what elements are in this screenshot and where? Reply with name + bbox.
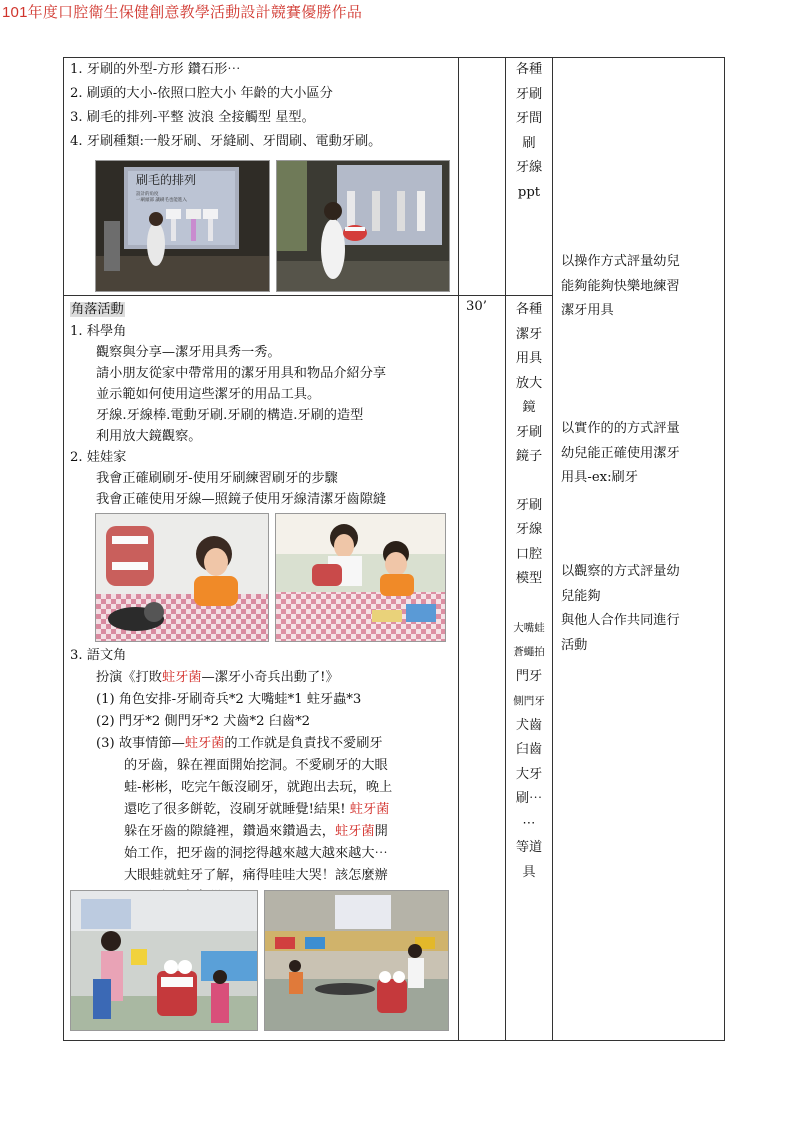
evaluation-line: 兒能夠 (561, 588, 601, 604)
resource-item: 等道 (515, 840, 543, 856)
story-line (124, 822, 388, 843)
story-text: 的工作就是負責找不愛刷牙 (224, 736, 383, 752)
photo-teacher-children-mirror (275, 513, 446, 642)
resource-item: 牙線 (515, 522, 543, 538)
svg-text:設計的角度: 設計的角度 (136, 192, 159, 197)
section-heading-science: 1. 科學角 (70, 324, 127, 340)
resource-item: 刷 (522, 135, 536, 151)
photo-image (71, 891, 257, 1030)
resource-item: 具 (522, 864, 536, 880)
resource-item: 模型 (515, 571, 543, 587)
photo-image (265, 891, 448, 1030)
highlight-red: 蛀牙菌 (349, 802, 390, 818)
text-line: 並示範如何使用這些潔牙的用品工具。 (96, 387, 321, 403)
story-text: 開 (374, 824, 388, 840)
resource-item: 蒼蠅拍 (513, 646, 545, 659)
content-cell-corner-activities (64, 296, 459, 1041)
text-line: 我會正確使用牙線—照鏡子使用牙線清潔牙齒隙縫 (96, 492, 387, 508)
resource-item: 牙間 (515, 111, 543, 126)
text-line: (1) 角色安排-牙刷奇兵*2 大嘴蛙*1 蛀牙蟲*3 (96, 692, 362, 708)
evaluation-line: 以實作的的方式評量 (561, 421, 680, 436)
text-line: 觀察與分享—潔牙用具秀一秀。 (96, 345, 281, 361)
resource-item: 口腔 (515, 546, 543, 562)
story-line: 蛙-彬彬，吃完午飯沒刷牙，就跑出去玩，晚上 (124, 780, 393, 796)
section-heading-language: 3. 語文角 (70, 648, 127, 664)
evaluation-line: 活動 (561, 637, 588, 653)
evaluation-line: 以觀察的方式評量幼 (561, 564, 680, 579)
evaluation-line: 與他人合作共同進行 (561, 613, 680, 628)
spacer (506, 592, 552, 616)
resource-item: 牙刷 (515, 86, 543, 102)
evaluation-line: 以操作方式評量幼兒 (561, 254, 680, 269)
photo-teacher-ppt-bristles (95, 160, 270, 292)
resource-item: 用具 (515, 351, 543, 367)
resource-item: 臼齒 (515, 742, 543, 758)
story-text: 還吃了很多餅乾，沒刷牙就睡覺!結果! (124, 802, 350, 818)
content-cell-top (64, 58, 459, 296)
text-line: 1. 牙刷的外型-方形 鑽石形⋯ (70, 62, 241, 77)
resource-item: 側門牙 (513, 695, 545, 708)
resource-item: 各種 (515, 62, 543, 77)
resources-cell-top (506, 58, 553, 296)
story-text: 躲在牙齒的隙縫裡，鑽過來鑽過去， (124, 824, 335, 840)
highlighted-label: 角落活動 (71, 302, 124, 318)
photo-role-play-children (70, 890, 258, 1031)
text-line: 我會正確刷刷牙-使用牙刷練習刷牙的步驟 (96, 471, 338, 487)
section-heading-dollhouse: 2. 娃娃家 (70, 450, 127, 466)
resources-cell-corner (506, 296, 553, 1041)
svg-text:一刷頭部 讓刷毛也能進入: 一刷頭部 讓刷毛也能進入 (136, 198, 187, 203)
photo-teacher-holding-model (276, 160, 450, 292)
play-title-prefix: 扮演《打敗 (96, 670, 162, 686)
evaluation-line: 幼兒能正確使用潔牙 (561, 445, 680, 461)
time-cell-corner (459, 296, 506, 1041)
resource-item: 牙線 (515, 160, 543, 175)
spacer (506, 470, 552, 494)
evaluation-line: 能夠能夠快樂地練習 (561, 278, 680, 294)
highlight-red: 蛀牙菌 (161, 670, 202, 686)
story-line: 大眼蛙就蛀牙了解，痛得哇哇大哭！該怎麼辦 (124, 868, 388, 884)
story-line: 始工作，把牙齒的洞挖得越來越大越來越大⋯ (124, 846, 388, 862)
story-line: 的牙齒，躲在裡面開始挖洞。不愛刷牙的大眼 (124, 758, 388, 774)
photo-image (276, 514, 445, 641)
resource-item: 鏡子 (515, 449, 543, 465)
page-header-title: 101年度口腔衛生保健創意教學活動設計競賽優勝作品 (2, 4, 363, 21)
resource-item: 牙刷 (515, 424, 543, 440)
resource-item: 鏡 (522, 400, 536, 416)
resource-item: 大嘴蛙 (513, 621, 545, 634)
text-line: 牙線.牙線棒.電動牙刷.牙刷的構造.牙刷的造型 (96, 408, 364, 424)
evaluation-block-3 (561, 560, 706, 658)
time-cell-top (459, 58, 506, 296)
text-line: 3. 刷毛的排列-平整 波浪 全接觸型 星型。 (70, 110, 315, 125)
activity-duration: 30’ (466, 299, 487, 315)
evaluation-cell (553, 58, 725, 1041)
evaluation-line: 潔牙用具 (561, 303, 614, 318)
photo-image (277, 161, 449, 291)
evaluation-line: 用具-ex:刷牙 (561, 470, 638, 485)
text-line: (2) 門牙*2 側門牙*2 犬齒*2 臼齒*2 (96, 714, 311, 730)
resource-item: 大牙 (515, 766, 543, 782)
photo-image (96, 161, 269, 291)
lesson-plan-table (63, 57, 725, 1041)
photo-classroom-performance (264, 890, 449, 1031)
text-line: 請小朋友從家中帶常用的潔牙用具和物品介紹分享 (96, 366, 387, 382)
resource-item: 各種 (515, 302, 543, 318)
resource-item: 放大 (515, 375, 543, 391)
photo-image (96, 514, 268, 641)
story-line (96, 734, 383, 755)
play-title (96, 668, 339, 689)
story-text: (3) 故事情節— (96, 736, 185, 752)
corner-activity-title (70, 300, 125, 321)
text-line: 4. 牙刷種類:一般牙刷、牙縫刷、牙間刷、電動牙刷。 (70, 134, 382, 149)
play-title-suffix: —潔牙小奇兵出動了!》 (201, 670, 339, 686)
resource-item: ⋯ (522, 815, 536, 831)
resource-item: 刷⋯ (515, 791, 543, 807)
resource-item: 牙刷 (515, 497, 543, 513)
evaluation-block-1 (561, 250, 706, 324)
resource-item: ppt (517, 184, 541, 200)
story-line (124, 800, 389, 821)
highlight-red: 蛀牙菌 (184, 736, 225, 752)
resource-item: 犬齒 (515, 717, 543, 733)
resource-item: 門牙 (515, 668, 543, 684)
text-line: 利用放大鏡觀察。 (96, 429, 202, 445)
text-line: 2. 刷頭的大小-依照口腔大小 年齡的大小區分 (70, 86, 333, 101)
evaluation-block-2 (561, 417, 706, 491)
ppt-slide-title: 刷毛的排列 (136, 173, 197, 187)
highlight-red: 蛀牙菌 (335, 824, 375, 840)
resource-item: 潔牙 (515, 326, 543, 342)
resource-group (506, 296, 552, 885)
photo-girl-with-teeth-model (95, 513, 269, 642)
